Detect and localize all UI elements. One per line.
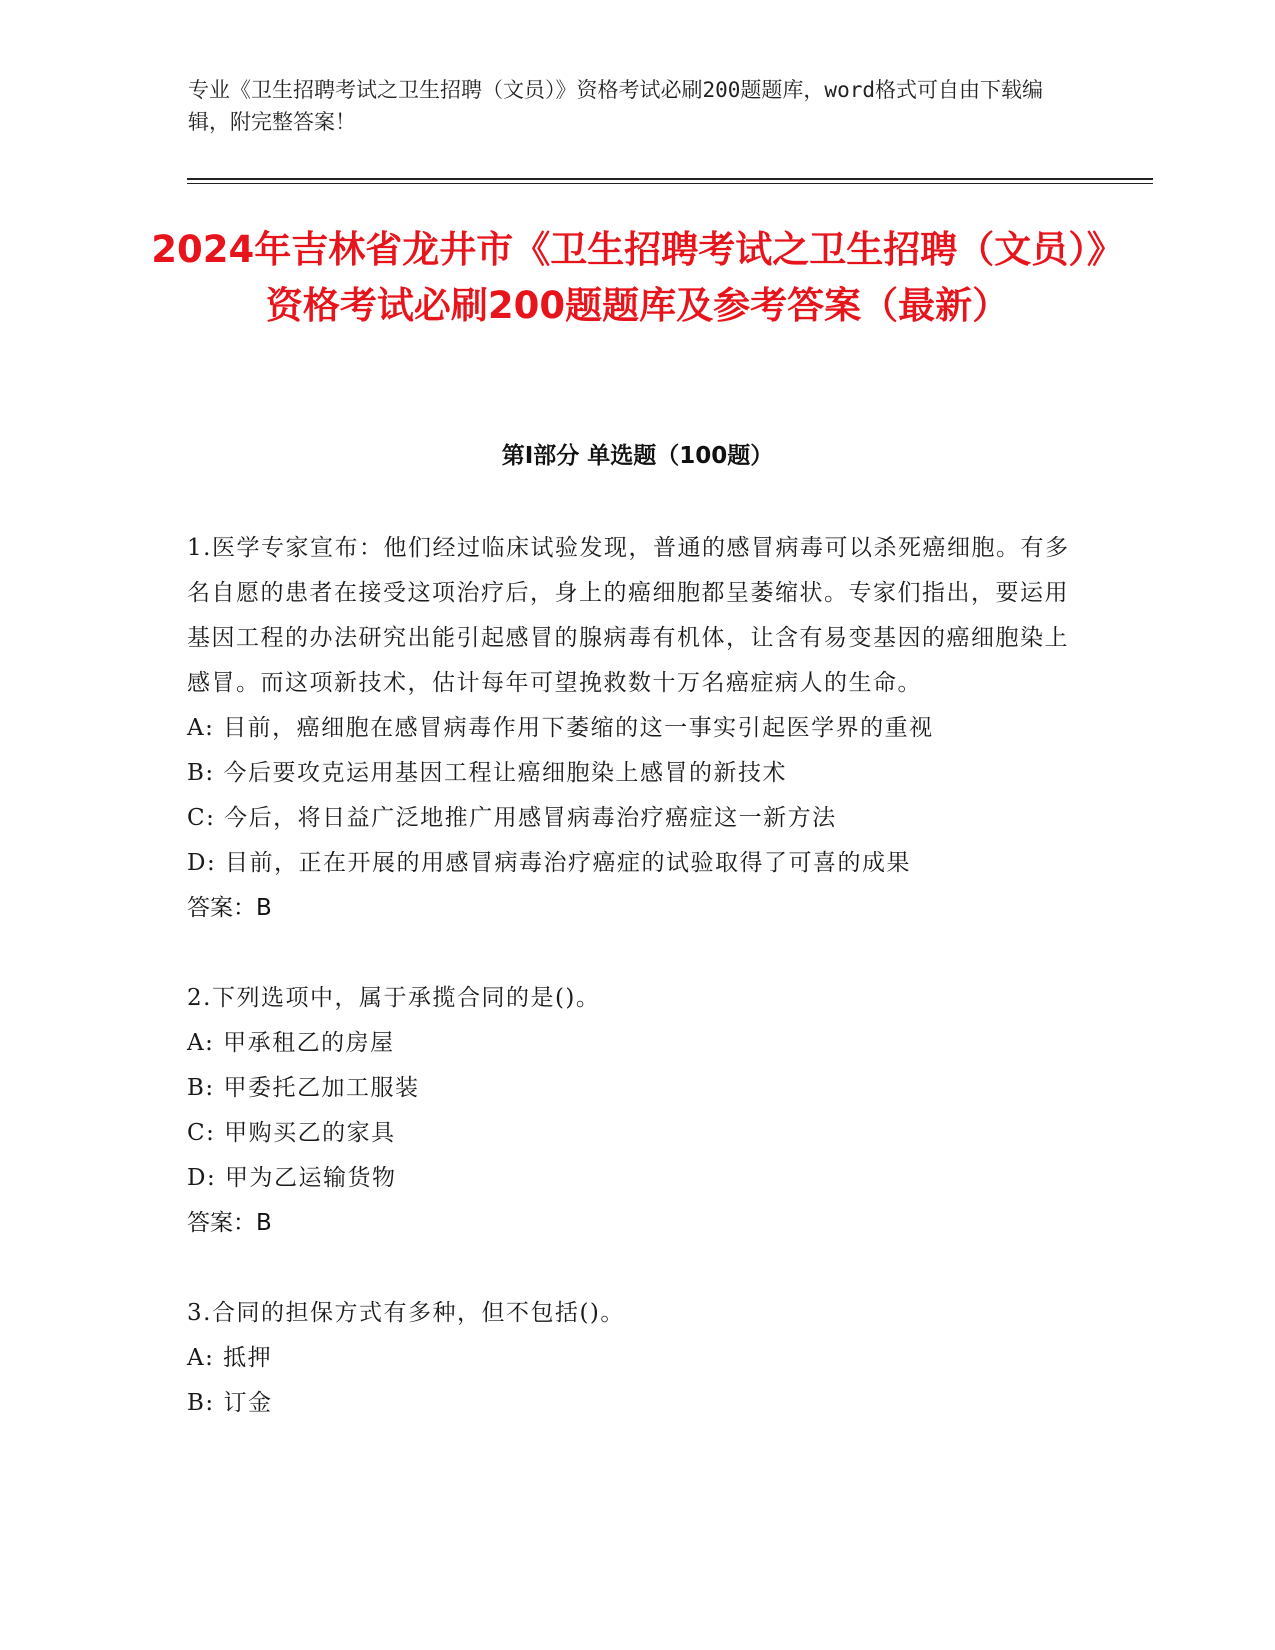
header-divider-thin bbox=[187, 183, 1153, 184]
question-list bbox=[187, 526, 1087, 1426]
question-1 bbox=[187, 526, 1087, 931]
option-c: C: 今后，将日益广泛地推广用感冒病毒治疗癌症这一新方法 bbox=[187, 805, 837, 831]
question-3 bbox=[187, 1291, 1087, 1426]
header-divider-thick bbox=[187, 178, 1153, 180]
option-a: A: 目前，癌细胞在感冒病毒作用下萎缩的这一事实引起医学界的重视 bbox=[187, 715, 934, 741]
answer-line: 答案：B bbox=[187, 1210, 272, 1236]
header-note: 专业《卫生招聘考试之卫生招聘（文员）》资格考试必刷200题题库，word格式可自由下载编辑，附完整答案！ bbox=[188, 78, 1043, 134]
question-2 bbox=[187, 976, 1087, 1246]
question-stem: 1.医学专家宣布：他们经过临床试验发现，普通的感冒病毒可以杀死癌细胞。有多名自愿的患者在接受这项治疗后，身上的癌细胞都呈萎缩状。专家们指出，要运用基因工程的办法研究出能引起感冒的腺病毒有机体，让含有易变基因的癌细胞染上感冒。而这项新技术，估计每年可望挽救数十万名癌症病人的生命。 bbox=[187, 535, 1070, 696]
option-d: D: 甲为乙运输货物 bbox=[187, 1165, 397, 1191]
option-b: B: 订金 bbox=[187, 1390, 273, 1416]
question-stem: 3.合同的担保方式有多种，但不包括()。 bbox=[187, 1300, 625, 1326]
option-b: B: 甲委托乙加工服装 bbox=[187, 1075, 420, 1101]
question-stem: 2.下列选项中，属于承揽合同的是()。 bbox=[187, 985, 601, 1011]
option-a: A: 甲承租乙的房屋 bbox=[187, 1030, 395, 1056]
option-d: D: 目前，正在开展的用感冒病毒治疗癌症的试验取得了可喜的成果 bbox=[187, 850, 912, 876]
document-title: 2024年吉林省龙井市《卫生招聘考试之卫生招聘（文员）》资格考试必刷200题题库及参考答案（最新） bbox=[151, 228, 1124, 327]
option-a: A: 抵押 bbox=[187, 1345, 273, 1371]
option-c: C: 甲购买乙的家具 bbox=[187, 1120, 396, 1146]
section-heading: 第I部分 单选题（100题） bbox=[501, 443, 774, 469]
answer-line: 答案：B bbox=[187, 895, 272, 921]
header-divider bbox=[187, 178, 1153, 184]
option-b: B: 今后要攻克运用基因工程让癌细胞染上感冒的新技术 bbox=[187, 760, 787, 786]
